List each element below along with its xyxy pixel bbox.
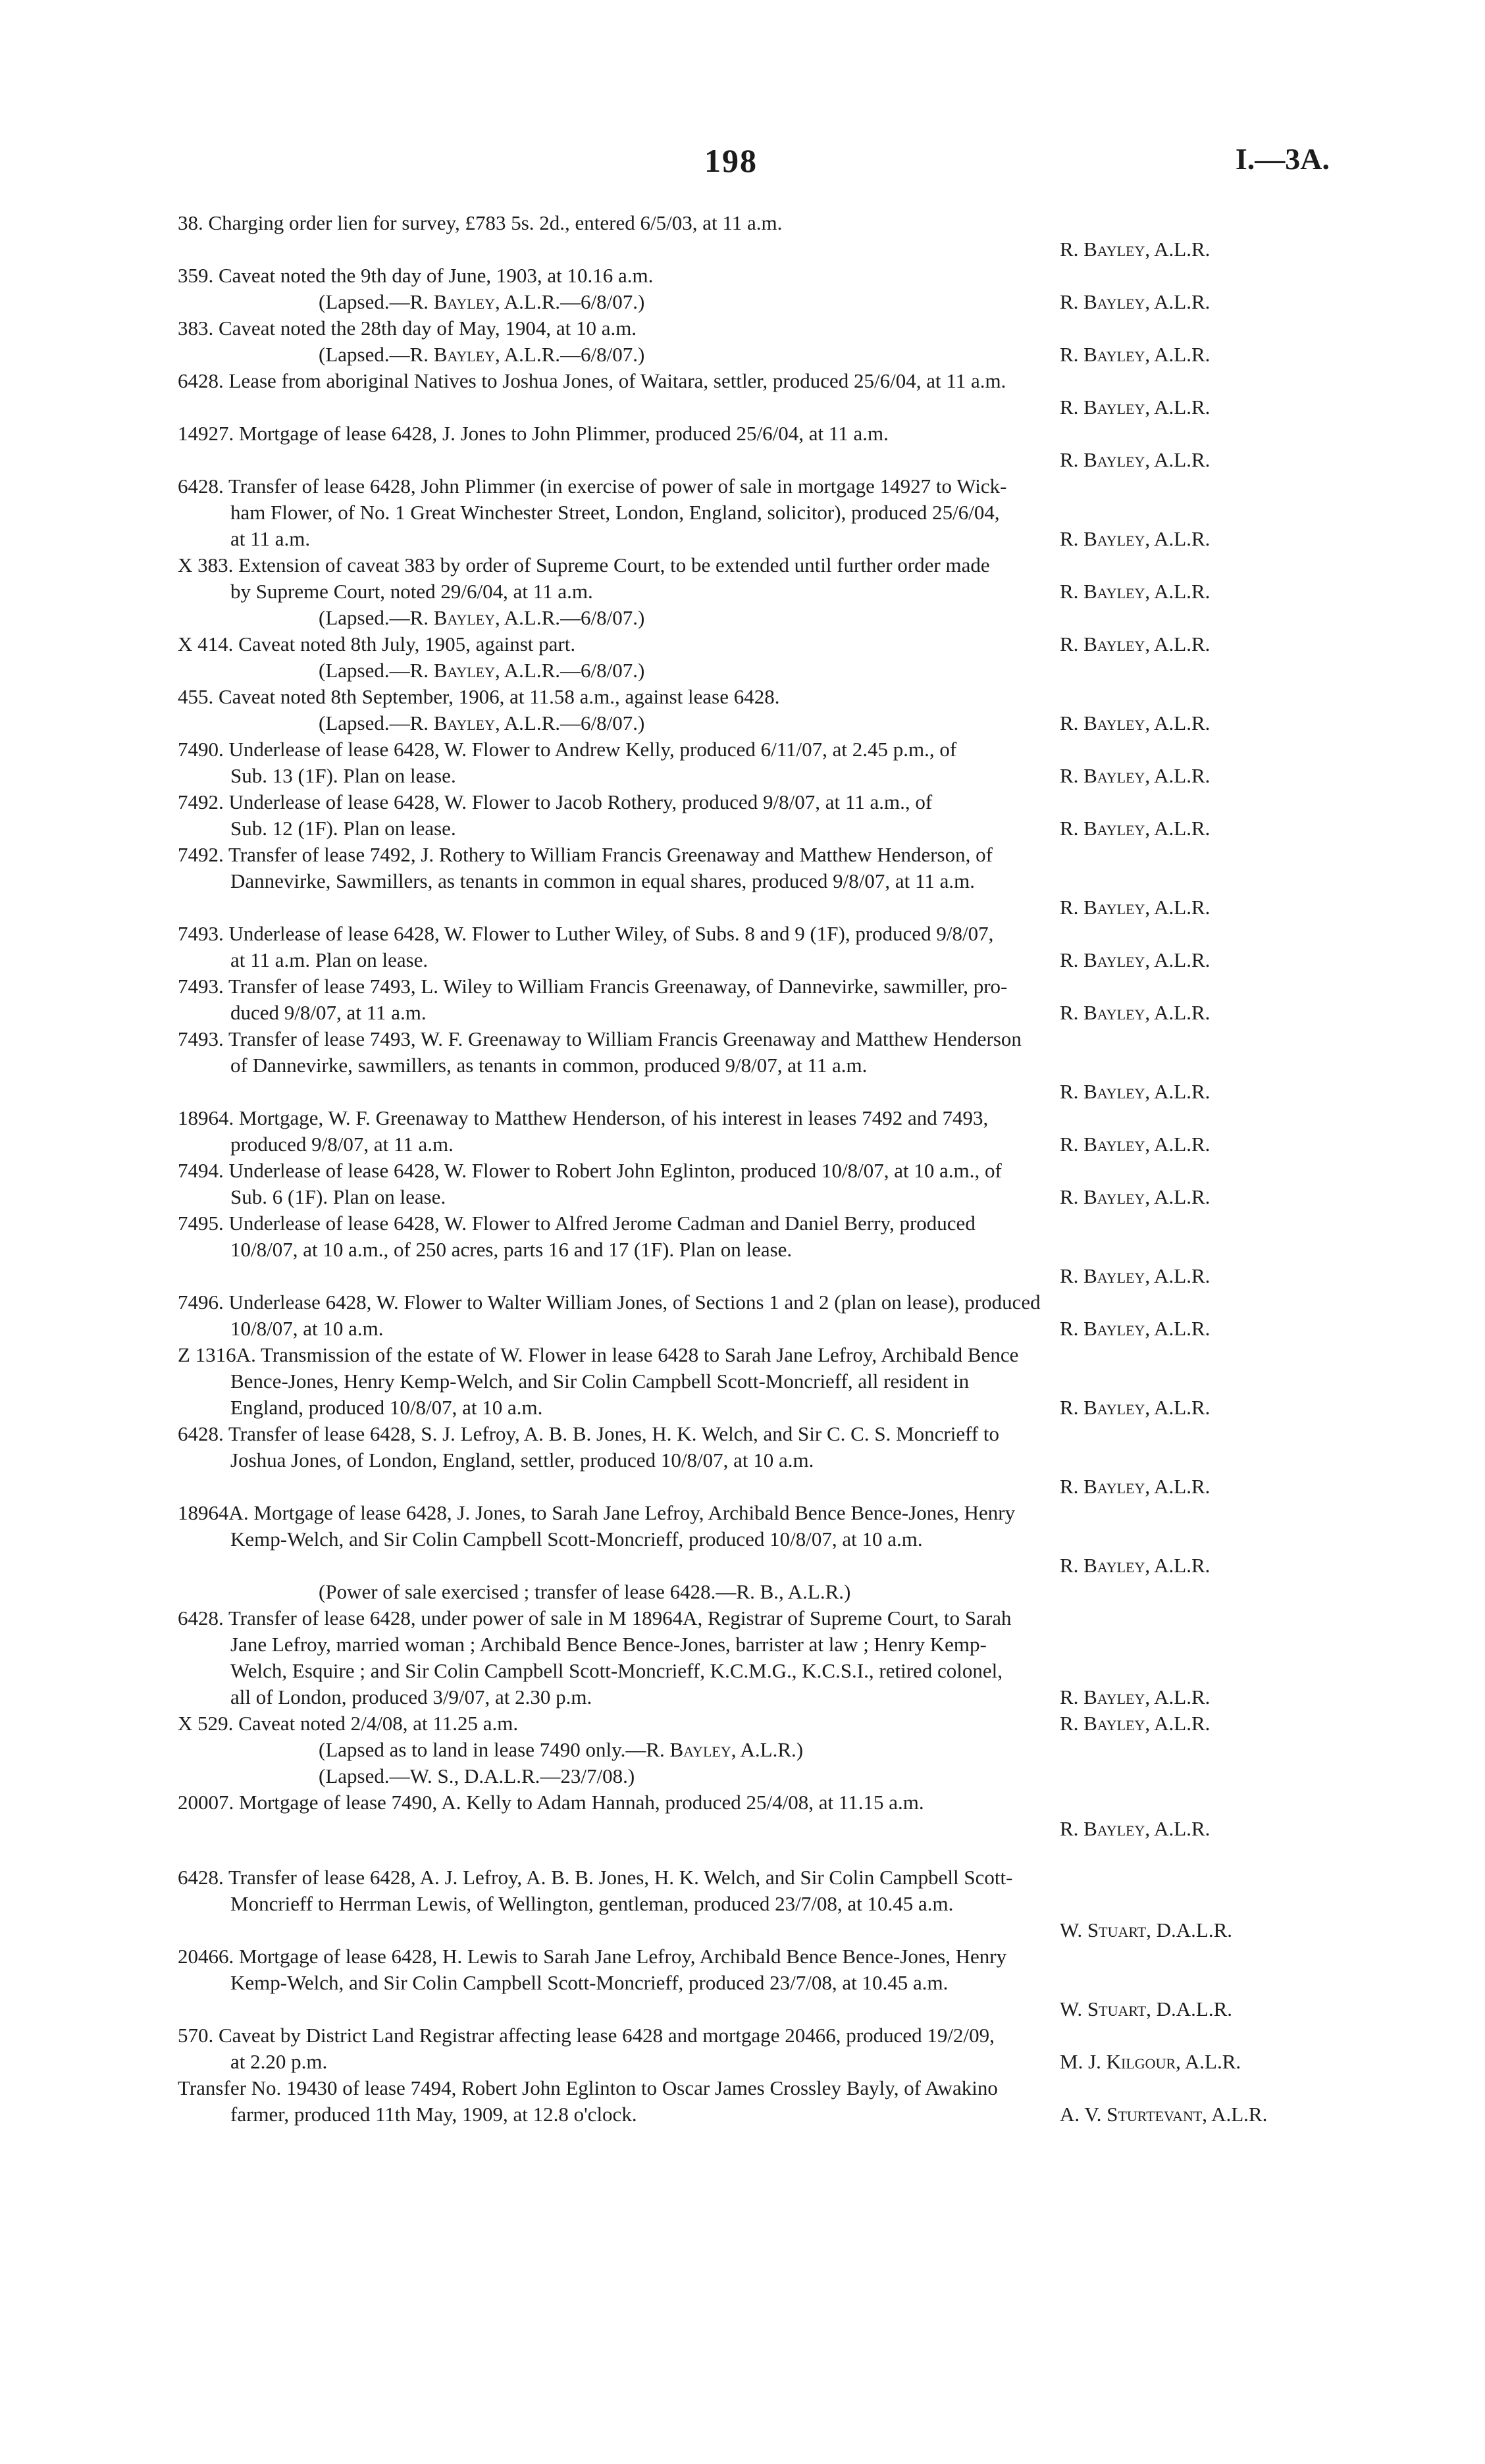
- entry-text: (Power of sale exercised ; transfer of lease 6428.—R. B., A.L.R.): [319, 1580, 851, 1603]
- entry-text: at 11 a.m. Plan on lease.: [230, 948, 429, 971]
- registrar-signature: R. Bayley, A.L.R.: [1060, 948, 1211, 971]
- entry-signature-line: [178, 1079, 1330, 1105]
- registrar-signature: R. Bayley, A.L.R.: [1060, 1264, 1211, 1287]
- entry-first-line: [178, 421, 1330, 447]
- entry-first-line: [178, 315, 1330, 342]
- memorial-entry: [178, 1864, 1330, 1943]
- entry-text: X 529. Caveat noted 2/4/08, at 11.25 a.m.: [178, 1712, 519, 1735]
- entry-first-line: [178, 473, 1330, 500]
- registrar-signature: R. Bayley, A.L.R.: [1060, 711, 1211, 734]
- entry-signature-line: [178, 1263, 1330, 1289]
- memorial-entry: [178, 1158, 1330, 1210]
- memorial-entry: [178, 789, 1330, 842]
- entry-text: 6428. Transfer of lease 6428, under power of sale in M 18964A, Registrar of Supreme Court, to Sarah: [178, 1606, 1012, 1630]
- entry-text: 7493. Transfer of lease 7493, L. Wiley to William Francis Greenaway, of Dannevirke, sawmiller, pro-: [178, 975, 1008, 998]
- memorial-entry: [178, 1289, 1330, 1342]
- entry-text: 570. Caveat by District Land Registrar affecting lease 6428 and mortgage 20466, produced 19/2/09,: [178, 2024, 995, 2047]
- registrar-signature: R. Bayley, A.L.R.: [1060, 1817, 1211, 1840]
- entry-continuation-line: [178, 1447, 1330, 1474]
- entry-first-line: [178, 973, 1330, 1000]
- entry-text: (Lapsed.—R. Bayley, A.L.R.—6/8/07.): [319, 290, 645, 313]
- registrar-signature: W. Stuart, D.A.L.R.: [1060, 1918, 1233, 1941]
- entry-first-line: [178, 631, 1330, 657]
- entry-first-line: [178, 1421, 1330, 1447]
- entry-first-line: [178, 842, 1330, 868]
- entry-text: Dannevirke, Sawmillers, as tenants in common in equal shares, produced 9/8/07, at 11 a.m.: [230, 869, 975, 892]
- registrar-signature: R. Bayley, A.L.R.: [1060, 448, 1211, 471]
- entry-note-line: [178, 657, 1330, 684]
- registrar-signature: R. Bayley, A.L.R.: [1060, 1396, 1211, 1419]
- entry-text: 20007. Mortgage of lease 7490, A. Kelly to Adam Hannah, produced 25/4/08, at 11.15 a.m.: [178, 1791, 924, 1814]
- registrar-signature: R. Bayley, A.L.R.: [1060, 396, 1211, 419]
- entry-continuation-line: [178, 1395, 1330, 1421]
- registrar-signature: R. Bayley, A.L.R.: [1060, 1133, 1211, 1156]
- entry-continuation-line: [178, 1052, 1330, 1079]
- entry-text: Sub. 13 (1F). Plan on lease.: [230, 764, 456, 787]
- entry-first-line: [178, 1864, 1330, 1891]
- entry-text: Kemp-Welch, and Sir Colin Campbell Scott-Moncrieff, produced 10/8/07, at 10 a.m.: [230, 1527, 923, 1551]
- entry-continuation-line: [178, 2101, 1330, 2128]
- entry-text: 18964A. Mortgage of lease 6428, J. Jones, to Sarah Jane Lefroy, Archibald Bence Bence-Jones, Henry: [178, 1501, 1016, 1524]
- entry-text: (Lapsed.—W. S., D.A.L.R.—23/7/08.): [319, 1764, 635, 1787]
- entry-continuation-line: [178, 1316, 1330, 1342]
- entry-first-line: [178, 1158, 1330, 1184]
- entry-signature-line: [178, 236, 1330, 263]
- entry-text: 18964. Mortgage, W. F. Greenaway to Matthew Henderson, of his interest in leases 7492 and 7493,: [178, 1106, 989, 1129]
- entry-continuation-line: [178, 1684, 1330, 1710]
- entry-first-line: [178, 263, 1330, 289]
- entry-text: 383. Caveat noted the 28th day of May, 1904, at 10 a.m.: [178, 317, 637, 340]
- entry-continuation-line: [178, 1237, 1330, 1263]
- registrar-signature: R. Bayley, A.L.R.: [1060, 1685, 1211, 1708]
- registrar-signature: R. Bayley, A.L.R.: [1060, 580, 1211, 603]
- registrar-signature: R. Bayley, A.L.R.: [1060, 1317, 1211, 1340]
- memorial-entry: [178, 921, 1330, 973]
- memorial-entry: [178, 1421, 1330, 1500]
- memorial-entry: [178, 1026, 1330, 1105]
- memorial-entry: [178, 368, 1330, 421]
- entry-text: 38. Charging order lien for survey, £783 5s. 2d., entered 6/5/03, at 11 a.m.: [178, 211, 783, 234]
- entry-continuation-line: [178, 1658, 1330, 1684]
- entry-text: at 2.20 p.m.: [230, 2050, 328, 2073]
- entry-continuation-line: [178, 1184, 1330, 1210]
- entry-text: 7494. Underlease of lease 6428, W. Flower to Robert John Eglinton, produced 10/8/07, at 10 a.m., of: [178, 1159, 1002, 1182]
- entry-signature-line: [178, 894, 1330, 921]
- entry-text: Z 1316A. Transmission of the estate of W. Flower in lease 6428 to Sarah Jane Lefroy, Archibald Bence: [178, 1343, 1019, 1366]
- entry-first-line: [178, 1210, 1330, 1237]
- entry-text: 7492. Underlease of lease 6428, W. Flower to Jacob Rothery, produced 9/8/07, at 11 a.m., of: [178, 790, 933, 813]
- entry-text: (Lapsed.—R. Bayley, A.L.R.—6/8/07.): [319, 343, 645, 366]
- memorial-entry: [178, 973, 1330, 1026]
- entry-text: England, produced 10/8/07, at 10 a.m.: [230, 1396, 543, 1419]
- entry-signature-line: [178, 1474, 1330, 1500]
- entry-text: Sub. 12 (1F). Plan on lease.: [230, 817, 456, 840]
- entry-text: Kemp-Welch, and Sir Colin Campbell Scott-Moncrieff, produced 23/7/08, at 10.45 a.m.: [230, 1971, 949, 1994]
- entry-text: (Lapsed.—R. Bayley, A.L.R.—6/8/07.): [319, 711, 645, 734]
- entry-text: 455. Caveat noted 8th September, 1906, at 11.58 a.m., against lease 6428.: [178, 685, 780, 708]
- entry-first-line: [178, 1789, 1330, 1816]
- memorial-entry: [178, 473, 1330, 552]
- entry-continuation-line: [178, 1970, 1330, 1996]
- entry-note-line: [178, 605, 1330, 631]
- registrar-signature: R. Bayley, A.L.R.: [1060, 1185, 1211, 1208]
- register-page: [178, 141, 1330, 2128]
- memorial-entry: [178, 315, 1330, 368]
- page-header: [178, 141, 1330, 194]
- entry-continuation-line: [178, 1526, 1330, 1553]
- memorial-entry: [178, 736, 1330, 789]
- entry-text: 7493. Transfer of lease 7493, W. F. Greenaway to William Francis Greenaway and Matthew Henderson: [178, 1027, 1022, 1050]
- entry-text: 10/8/07, at 10 a.m., of 250 acres, parts 16 and 17 (1F). Plan on lease.: [230, 1238, 793, 1261]
- entry-signature-line: [178, 1917, 1330, 1943]
- entry-text: (Lapsed.—R. Bayley, A.L.R.—6/8/07.): [319, 659, 645, 682]
- entry-text: 20466. Mortgage of lease 6428, H. Lewis to Sarah Jane Lefroy, Archibald Bence Bence-Jones, Henry: [178, 1945, 1007, 1968]
- registrar-signature: R. Bayley, A.L.R.: [1060, 896, 1211, 919]
- memorial-entry: [178, 1605, 1330, 1710]
- entry-first-line: [178, 210, 1330, 236]
- entry-text: duced 9/8/07, at 11 a.m.: [230, 1001, 427, 1024]
- entry-continuation-line: [178, 2049, 1330, 2075]
- entry-text: Sub. 6 (1F). Plan on lease.: [230, 1185, 446, 1208]
- memorial-entry: [178, 1789, 1330, 1842]
- entry-continuation-line: [178, 500, 1330, 526]
- entry-first-line: [178, 2075, 1330, 2101]
- entry-text: X 383. Extension of caveat 383 by order of Supreme Court, to be extended until further order made: [178, 553, 990, 577]
- entry-text: 7496. Underlease 6428, W. Flower to Walter William Jones, of Sections 1 and 2 (plan on lease), produced: [178, 1291, 1041, 1314]
- memorial-entry: [178, 2022, 1330, 2075]
- entry-text: (Lapsed as to land in lease 7490 only.—R. Bayley, A.L.R.): [319, 1738, 804, 1761]
- entry-first-line: [178, 552, 1330, 578]
- entry-first-line: [178, 1342, 1330, 1368]
- memorial-entry: [178, 1342, 1330, 1421]
- entry-continuation-line: [178, 1368, 1330, 1395]
- entry-text: Transfer No. 19430 of lease 7494, Robert John Eglinton to Oscar James Crossley Bayly, of Awakino: [178, 2076, 998, 2099]
- entry-continuation-line: [178, 1631, 1330, 1658]
- entry-note-line: [178, 1579, 1330, 1605]
- memorial-entry: [178, 263, 1330, 315]
- entry-text: Jane Lefroy, married woman ; Archibald Bence Bence-Jones, barrister at law ; Henry Kemp-: [230, 1633, 987, 1656]
- entry-text: 7493. Underlease of lease 6428, W. Flower to Luther Wiley, of Subs. 8 and 9 (1F), produced 9/8/07,: [178, 922, 994, 945]
- entry-first-line: [178, 1605, 1330, 1631]
- entry-continuation-line: [178, 1891, 1330, 1917]
- registrar-signature: A. V. Sturtevant, A.L.R.: [1060, 2103, 1268, 2126]
- memorial-list: [178, 210, 1330, 2128]
- entry-first-line: [178, 684, 1330, 710]
- entry-signature-line: [178, 394, 1330, 421]
- registrar-signature: R. Bayley, A.L.R.: [1060, 290, 1211, 313]
- entry-continuation-line: [178, 578, 1330, 605]
- entry-text: 6428. Lease from aboriginal Natives to Joshua Jones, of Waitara, settler, produced 25/6/04, at 11 a.m.: [178, 369, 1006, 392]
- entry-text: 10/8/07, at 10 a.m.: [230, 1317, 384, 1340]
- entry-text: 6428. Transfer of lease 6428, S. J. Lefroy, A. B. B. Jones, H. K. Welch, and Sir C. C. S. Moncrieff to: [178, 1422, 1000, 1445]
- entry-continuation-line: [178, 1000, 1330, 1026]
- entry-signature-line: [178, 1553, 1330, 1579]
- entry-note-line: [178, 710, 1330, 736]
- entry-text: 7492. Transfer of lease 7492, J. Rothery to William Francis Greenaway and Matthew Henderson, of: [178, 843, 993, 866]
- entry-text: 14927. Mortgage of lease 6428, J. Jones to John Plimmer, produced 25/6/04, at 11 a.m.: [178, 422, 889, 445]
- entry-note-line: [178, 342, 1330, 368]
- entry-first-line: [178, 736, 1330, 763]
- entry-text: produced 9/8/07, at 11 a.m.: [230, 1133, 454, 1156]
- entry-text: 6428. Transfer of lease 6428, John Plimmer (in exercise of power of sale in mortgage 14927 to Wick-: [178, 475, 1007, 498]
- registrar-signature: R. Bayley, A.L.R.: [1060, 1080, 1211, 1103]
- registrar-signature: R. Bayley, A.L.R.: [1060, 1001, 1211, 1024]
- entry-first-line: [178, 1026, 1330, 1052]
- entry-text: of Dannevirke, sawmillers, as tenants in common, produced 9/8/07, at 11 a.m.: [230, 1054, 868, 1077]
- entry-text: at 11 a.m.: [230, 527, 311, 550]
- entry-note-line: [178, 289, 1330, 315]
- registrar-signature: W. Stuart, D.A.L.R.: [1060, 1997, 1233, 2020]
- registrar-signature: R. Bayley, A.L.R.: [1060, 632, 1211, 655]
- memorial-entry: [178, 552, 1330, 631]
- memorial-entry: [178, 1500, 1330, 1605]
- entry-first-line: [178, 2022, 1330, 2049]
- memorial-entry: [178, 1943, 1330, 2022]
- entry-text: Moncrieff to Herrman Lewis, of Wellington, gentleman, produced 23/7/08, at 10.45 a.m.: [230, 1892, 954, 1915]
- entry-continuation-line: [178, 868, 1330, 894]
- entry-continuation-line: [178, 1131, 1330, 1158]
- registrar-signature: R. Bayley, A.L.R.: [1060, 527, 1211, 550]
- memorial-entry: [178, 842, 1330, 921]
- registrar-signature: M. J. Kilgour, A.L.R.: [1060, 2050, 1241, 2073]
- entry-continuation-line: [178, 815, 1330, 842]
- entry-text: 6428. Transfer of lease 6428, A. J. Lefroy, A. B. B. Jones, H. K. Welch, and Sir Colin Campbell Scott-: [178, 1866, 1013, 1889]
- memorial-entry: [178, 1105, 1330, 1158]
- registrar-signature: R. Bayley, A.L.R.: [1060, 1475, 1211, 1498]
- entry-first-line: [178, 1105, 1330, 1131]
- spacer: [178, 1842, 1330, 1864]
- entry-first-line: [178, 921, 1330, 947]
- memorial-entry: [178, 684, 1330, 736]
- memorial-entry: [178, 1710, 1330, 1789]
- paper-reference: I.—3A.: [1235, 142, 1330, 176]
- entry-text: 7495. Underlease of lease 6428, W. Flower to Alfred Jerome Cadman and Daniel Berry, produced: [178, 1212, 976, 1235]
- entry-text: Joshua Jones, of London, England, settler, produced 10/8/07, at 10 a.m.: [230, 1449, 814, 1472]
- entry-note-line: [178, 1763, 1330, 1789]
- registrar-signature: R. Bayley, A.L.R.: [1060, 1554, 1211, 1577]
- entry-text: by Supreme Court, noted 29/6/04, at 11 a.m.: [230, 580, 593, 603]
- registrar-signature: R. Bayley, A.L.R.: [1060, 343, 1211, 366]
- entry-continuation-line: [178, 526, 1330, 552]
- entry-text: 359. Caveat noted the 9th day of June, 1903, at 10.16 a.m.: [178, 264, 654, 287]
- entry-signature-line: [178, 1996, 1330, 2022]
- entry-text: all of London, produced 3/9/07, at 2.30 p.m.: [230, 1685, 592, 1708]
- entry-first-line: [178, 1289, 1330, 1316]
- entry-continuation-line: [178, 763, 1330, 789]
- page-number: 198: [704, 142, 758, 179]
- entry-signature-line: [178, 447, 1330, 473]
- memorial-entry: [178, 421, 1330, 473]
- entry-text: farmer, produced 11th May, 1909, at 12.8 o'clock.: [230, 2103, 637, 2126]
- entry-signature-line: [178, 1816, 1330, 1842]
- entry-first-line: [178, 368, 1330, 394]
- entry-text: Bence-Jones, Henry Kemp-Welch, and Sir Colin Campbell Scott-Moncrieff, all resident in: [230, 1370, 970, 1393]
- entry-first-line: [178, 789, 1330, 815]
- registrar-signature: R. Bayley, A.L.R.: [1060, 817, 1211, 840]
- entry-text: Welch, Esquire ; and Sir Colin Campbell Scott-Moncrieff, K.C.M.G., K.C.S.I., retired colonel,: [230, 1659, 1003, 1682]
- entry-first-line: [178, 1500, 1330, 1526]
- memorial-entry: [178, 1210, 1330, 1289]
- entry-first-line: [178, 1710, 1330, 1737]
- memorial-entry: [178, 210, 1330, 263]
- entry-text: 7490. Underlease of lease 6428, W. Flower to Andrew Kelly, produced 6/11/07, at 2.45 p.m., of: [178, 738, 957, 761]
- registrar-signature: R. Bayley, A.L.R.: [1060, 238, 1211, 261]
- entry-first-line: [178, 1943, 1330, 1970]
- registrar-signature: R. Bayley, A.L.R.: [1060, 1712, 1211, 1735]
- memorial-entry: [178, 2075, 1330, 2128]
- entry-continuation-line: [178, 947, 1330, 973]
- entry-text: (Lapsed.—R. Bayley, A.L.R.—6/8/07.): [319, 606, 645, 629]
- entry-text: ham Flower, of No. 1 Great Winchester Street, London, England, solicitor), produced 25/6/04,: [230, 501, 1000, 524]
- entry-text: X 414. Caveat noted 8th July, 1905, against part.: [178, 632, 576, 655]
- registrar-signature: R. Bayley, A.L.R.: [1060, 764, 1211, 787]
- entry-note-line: [178, 1737, 1330, 1763]
- memorial-entry: [178, 631, 1330, 684]
